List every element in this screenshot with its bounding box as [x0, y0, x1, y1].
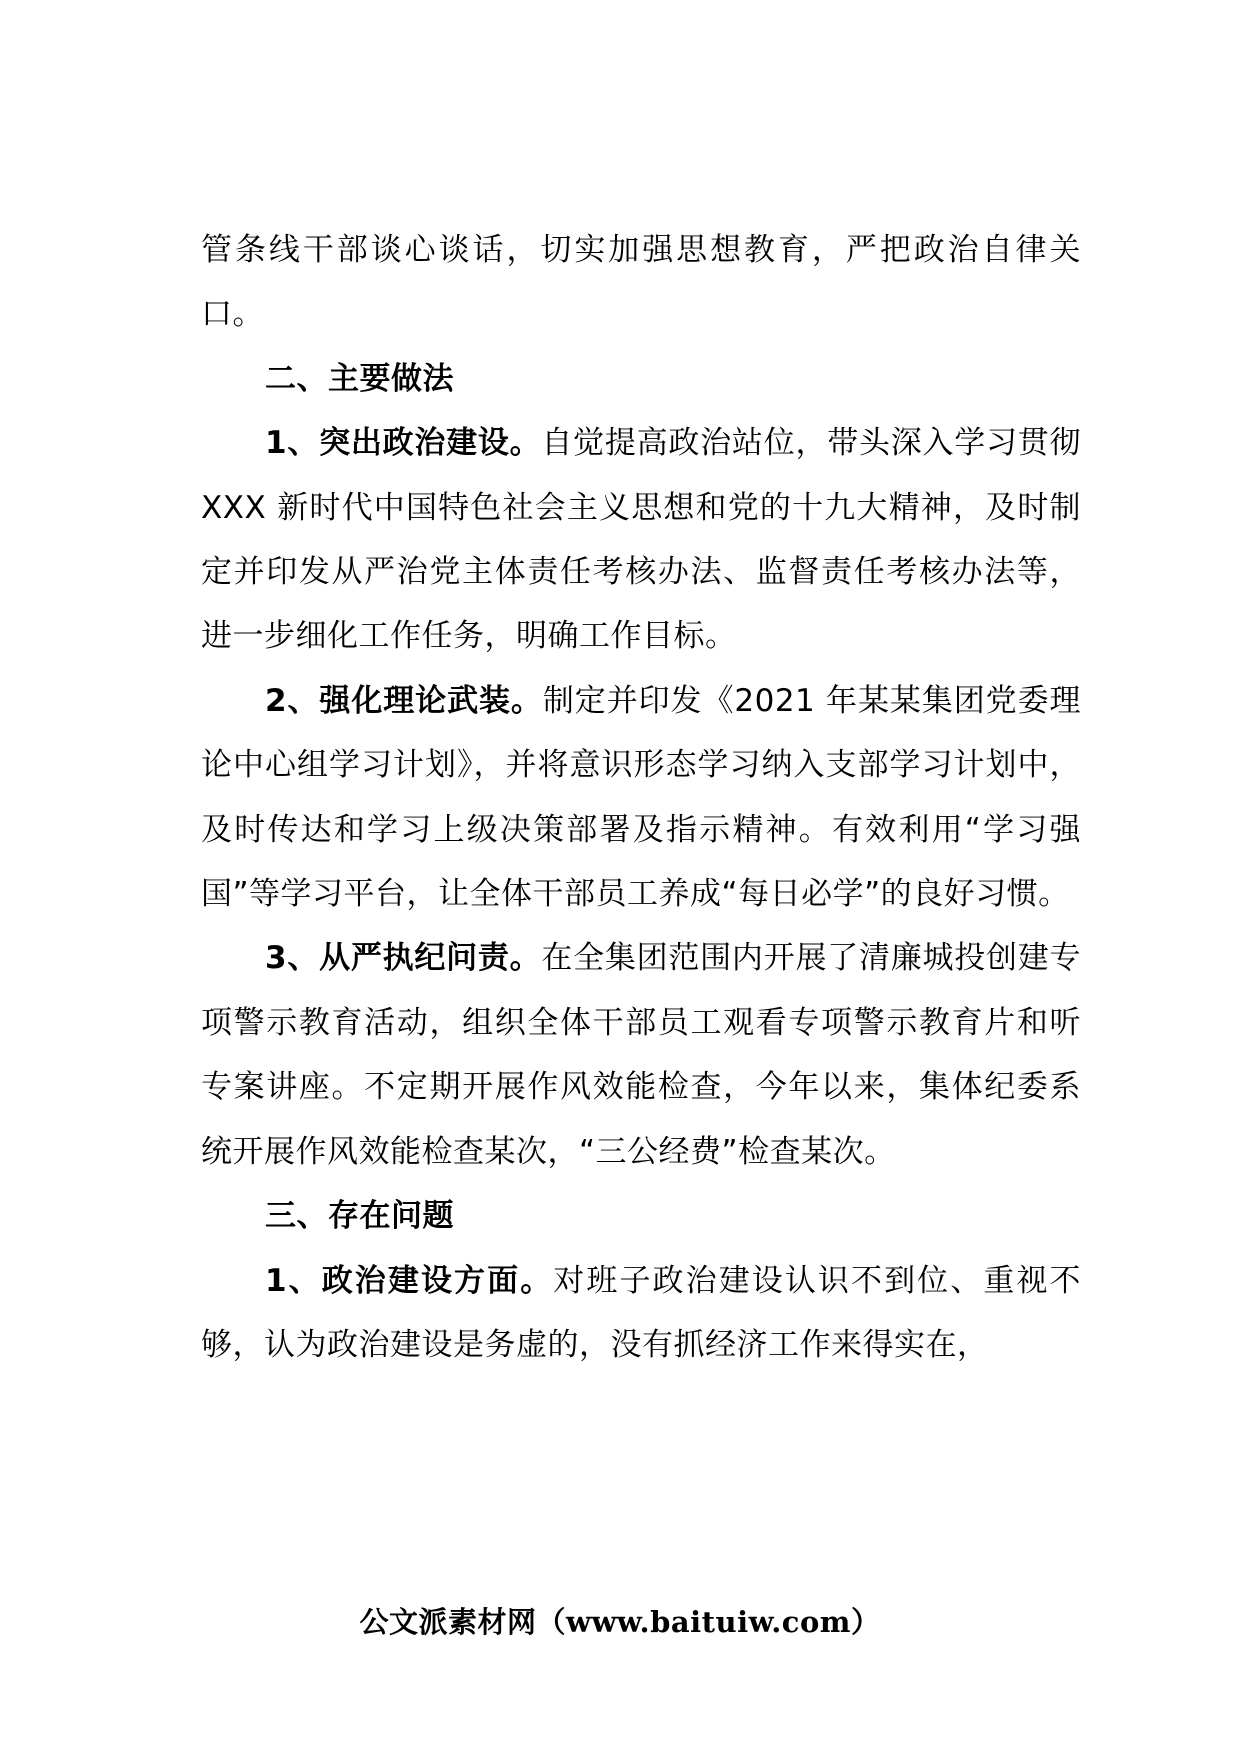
paragraph-text: 在全集团范围内开展了清廉城投创建专项警示教育活动，组织全体干部员工观看专项警示教育片和听专案讲座。不定期开展作风效能检查，今年以来，集体纪委系统开展作风效能检查某次，“三公经费”检查某次。 — [201, 940, 1081, 1170]
paragraph-political-building — [201, 411, 1081, 669]
paragraph-continuation — [201, 218, 1081, 347]
heading-text: 三、存在问题 — [265, 1198, 454, 1235]
paragraph-text: 制定并印发《2021 年某某集团党委理论中心组学习计划》，并将意识形态学习纳入支部学习计划中，及时传达和学习上级决策部署及指示精神。有效利用“学习强国”等学习平台，让全体干部员工养成“每日必学”的良好习惯。 — [201, 682, 1081, 913]
section-heading-main-practices — [201, 347, 1081, 411]
paragraph-text: 自觉提高政治站位，带头深入学习贯彻 XXX 新时代中国特色社会主义思想和党的十九大精神，及时制定并印发从严治党主体责任考核办法、监督责任考核办法等，进一步细化工作任务，明确工作目标。 — [201, 425, 1081, 655]
paragraph-lead: 1、突出政治建设。 — [265, 425, 542, 462]
document-body — [201, 218, 1081, 1377]
paragraph-discipline — [201, 926, 1081, 1184]
paragraph-lead: 2、强化理论武装。 — [265, 682, 543, 719]
paragraph-political-problem — [201, 1249, 1081, 1378]
section-heading-existing-problems — [201, 1184, 1081, 1248]
paragraph-text: 管条线干部谈心谈话，切实加强思想教育，严把政治自律关口。 — [201, 232, 1081, 333]
heading-text: 二、主要做法 — [265, 360, 454, 397]
paragraph-lead: 3、从严执纪问责。 — [265, 940, 542, 977]
paragraph-lead: 1、政治建设方面。 — [265, 1262, 554, 1299]
paragraph-text: 对班子政治建设认识不到位、重视不够，认为政治建设是务虚的，没有抓经济工作来得实在， — [201, 1262, 1081, 1363]
paragraph-theory-arming — [201, 669, 1081, 927]
footer-watermark: 公文派素材网（www.baituiw.com） — [359, 1605, 881, 1639]
